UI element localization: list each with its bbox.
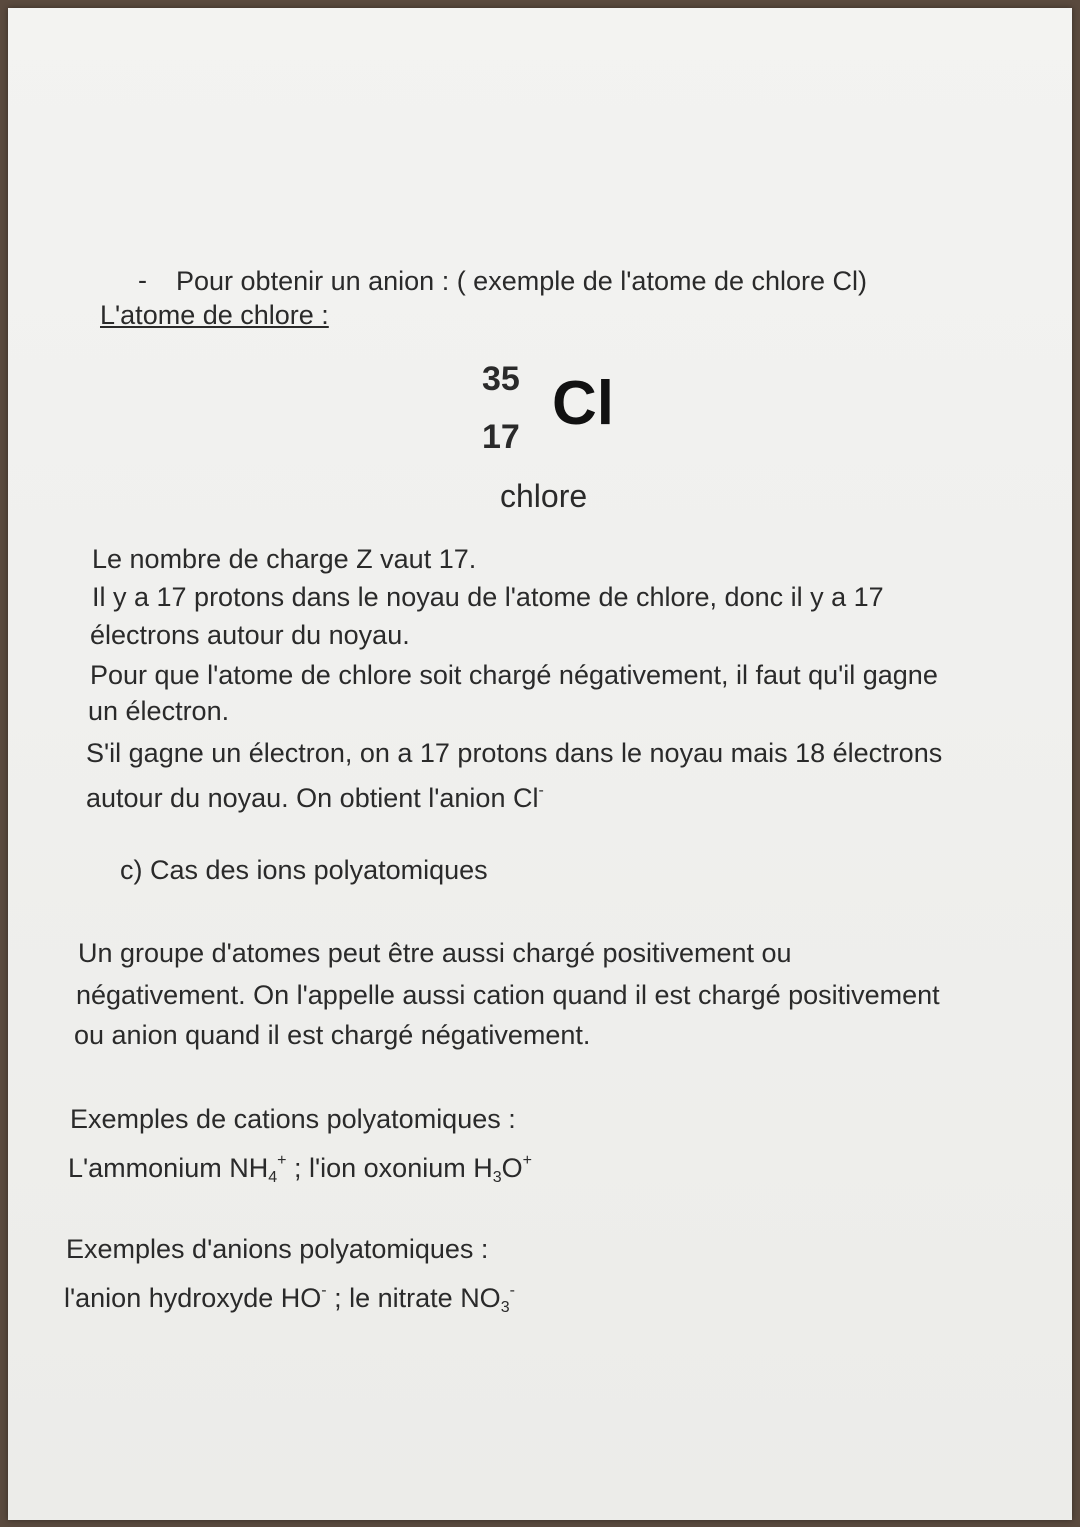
section-c-heading: c) Cas des ions polyatomiques bbox=[120, 855, 488, 885]
explanation-line: S'il gagne un électron, on a 17 protons dans le noyau mais 18 électrons bbox=[86, 738, 943, 768]
element-name: chlore bbox=[500, 478, 588, 514]
anions-examples bbox=[64, 1274, 515, 1325]
nitrate-formula: ; le nitrate NO bbox=[326, 1283, 501, 1313]
explanation-line: Il y a 17 protons dans le noyau de l'atome de chlore, donc il y a 17 bbox=[92, 582, 884, 612]
explanation-line: Pour que l'atome de chlore soit chargé négativement, il faut qu'il gagne bbox=[90, 660, 938, 690]
ammonium-formula: L'ammonium NH bbox=[68, 1153, 269, 1183]
explanation-line: électrons autour du noyau. bbox=[90, 620, 410, 650]
result-text: autour du noyau. On obtient l'anion Cl bbox=[86, 783, 539, 813]
hydroxide-formula: l'anion hydroxyde HO bbox=[64, 1283, 322, 1313]
anions-title: Exemples d'anions polyatomiques : bbox=[66, 1234, 489, 1264]
ammonium-charge: + bbox=[277, 1152, 287, 1169]
atom-subtitle: L'atome de chlore : bbox=[100, 300, 329, 330]
polyatomic-paragraph-line: négativement. On l'appelle aussi cation quand il est chargé positivement bbox=[76, 980, 940, 1010]
nitrate-charge: - bbox=[509, 1282, 515, 1299]
ammonium-index: 4 bbox=[268, 1169, 278, 1186]
chloride-charge: - bbox=[538, 782, 544, 799]
mass-number: 35 bbox=[482, 360, 520, 398]
nitrate-index: 3 bbox=[500, 1299, 510, 1316]
cations-examples bbox=[68, 1144, 532, 1195]
oxonium-charge: + bbox=[522, 1152, 532, 1169]
hydroxide-charge: - bbox=[321, 1282, 327, 1299]
oxonium-index: 3 bbox=[492, 1169, 502, 1186]
document-page bbox=[8, 8, 1072, 1520]
cations-title: Exemples de cations polyatomiques : bbox=[70, 1104, 516, 1134]
explanation-line: un électron. bbox=[88, 696, 230, 726]
anion-heading: Pour obtenir un anion : ( exemple de l'atome de chlore Cl) bbox=[176, 266, 868, 296]
oxonium-oxygen: O bbox=[501, 1153, 523, 1183]
result-line bbox=[86, 774, 544, 815]
element-symbol: Cl bbox=[552, 369, 614, 438]
polyatomic-paragraph-line: ou anion quand il est chargé négativement. bbox=[74, 1020, 591, 1050]
atomic-number: 17 bbox=[482, 418, 520, 456]
bullet-dash: - bbox=[138, 265, 147, 295]
explanation-line: Le nombre de charge Z vaut 17. bbox=[92, 544, 477, 574]
polyatomic-paragraph-line: Un groupe d'atomes peut être aussi chargé positivement ou bbox=[78, 938, 792, 968]
oxonium-formula: ; l'ion oxonium H bbox=[286, 1153, 493, 1183]
